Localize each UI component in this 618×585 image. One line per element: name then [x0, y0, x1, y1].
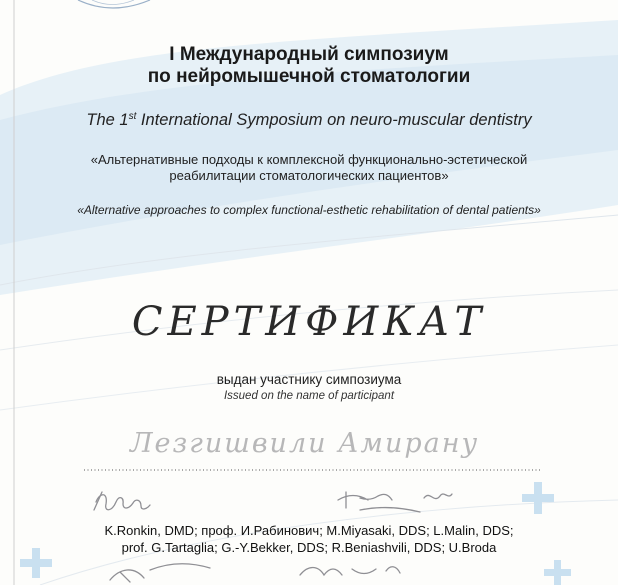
- issued-to-english: Issued on the name of participant: [223, 390, 395, 402]
- certificate-heading: СЕРТИФИКАТ: [131, 299, 487, 345]
- title-ru-line1: I Международный симпозиум: [169, 44, 449, 65]
- theme-ru-line2: реабилитации стоматологических пациентов»: [169, 168, 449, 183]
- title-en-prefix: The 1: [86, 111, 129, 129]
- title-english: [0, 110, 618, 130]
- issued-to-russian: выдан участнику симпозиума: [216, 372, 402, 387]
- participant-name-handwritten: Лезгишвили Амирану: [130, 428, 480, 459]
- title-en-superscript: st: [128, 111, 137, 122]
- title-ru-line2: по нейромышечной стоматологии: [147, 66, 471, 87]
- signers-line2: prof. G.Tartaglia; G.-Y.Bekker, DDS; R.Beniashvili, DDS; U.Broda: [121, 540, 497, 555]
- title-en-suffix: International Symposium on neuro-muscular dentistry: [136, 111, 532, 129]
- theme-english: «Alternative approaches to complex functional-esthetic rehabilitation of dental patients»: [77, 203, 541, 217]
- signers-line1: K.Ronkin, DMD; проф. И.Рабинович; M.Miyasaki, DDS; L.Malin, DDS;: [104, 523, 514, 538]
- theme-ru-line1: «Альтернативные подходы к комплексной функционально-эстетической: [90, 152, 528, 167]
- signers-list: [0, 522, 618, 556]
- emblem-fragment: [78, 0, 150, 8]
- title-russian: [0, 44, 618, 88]
- theme-russian: [0, 152, 618, 184]
